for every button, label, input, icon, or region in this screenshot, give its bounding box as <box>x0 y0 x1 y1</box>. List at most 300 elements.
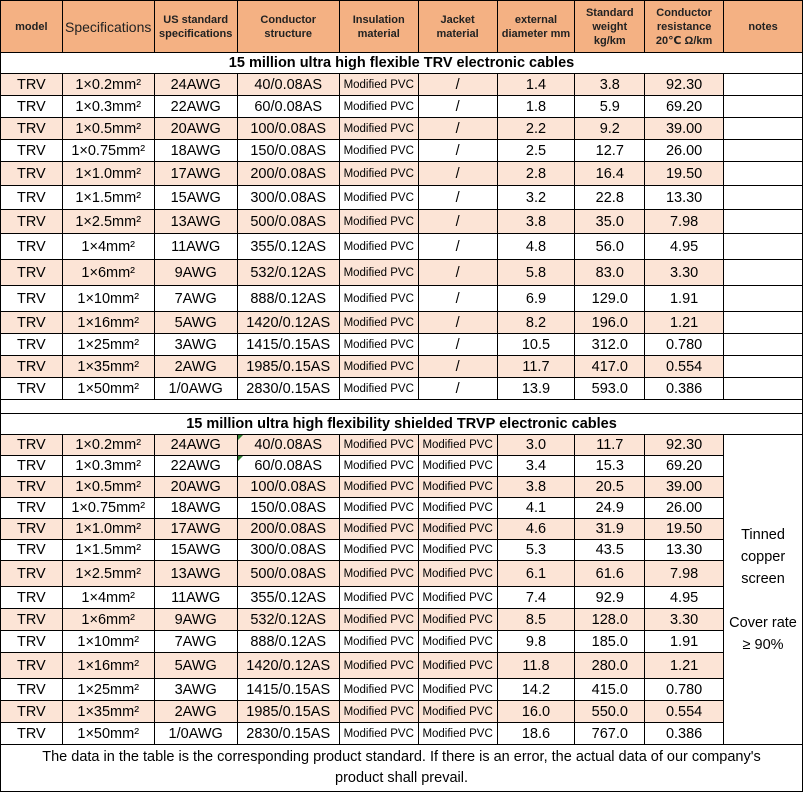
cell-diameter: 3.8 <box>497 477 575 498</box>
cell-awg: 18AWG <box>154 140 237 162</box>
cell-weight: 417.0 <box>575 356 645 378</box>
cell-notes <box>724 162 803 186</box>
cell-spec: 1×1.5mm² <box>62 540 154 561</box>
cell-spec: 1×4mm² <box>62 234 154 260</box>
cell-model: TRV <box>1 477 63 498</box>
cell-awg: 1/0AWG <box>154 723 237 745</box>
cell-spec: 1×50mm² <box>62 378 154 400</box>
cell-model: TRV <box>1 312 63 334</box>
cell-diameter: 18.6 <box>497 723 575 745</box>
cell-structure: 40/0.08AS <box>237 435 339 456</box>
cell-awg: 22AWG <box>154 456 237 477</box>
cell-spec: 1×4mm² <box>62 587 154 609</box>
cell-model: TRV <box>1 162 63 186</box>
cell-resistance: 1.21 <box>645 312 724 334</box>
cell-awg: 15AWG <box>154 540 237 561</box>
cell-spec: 1×35mm² <box>62 701 154 723</box>
cell-insulation: Modified PVC <box>339 631 418 653</box>
cell-structure: 888/0.12AS <box>237 286 339 312</box>
cell-insulation: Modified PVC <box>339 456 418 477</box>
cell-resistance: 3.30 <box>645 260 724 286</box>
cell-notes <box>724 210 803 234</box>
cell-jacket: Modified PVC <box>418 631 497 653</box>
cell-spec: 1×50mm² <box>62 723 154 745</box>
cell-spec: 1×1.5mm² <box>62 186 154 210</box>
cell-spec: 1×1.0mm² <box>62 519 154 540</box>
cell-weight: 15.3 <box>575 456 645 477</box>
cell-weight: 43.5 <box>575 540 645 561</box>
cell-weight: 61.6 <box>575 561 645 587</box>
cell-structure: 150/0.08AS <box>237 498 339 519</box>
cell-jacket: / <box>418 260 497 286</box>
cell-insulation: Modified PVC <box>339 140 418 162</box>
spacer-cell <box>1 400 803 414</box>
cell-spec: 1×25mm² <box>62 679 154 701</box>
cell-awg: 17AWG <box>154 519 237 540</box>
table-row <box>1 498 803 519</box>
cell-spec: 1×0.2mm² <box>62 74 154 96</box>
cell-jacket: / <box>418 162 497 186</box>
section-title: 15 million ultra high flexible TRV electronic cables <box>1 53 803 74</box>
cell-weight: 16.4 <box>575 162 645 186</box>
cell-structure: 60/0.08AS <box>237 96 339 118</box>
cell-spec: 1×6mm² <box>62 609 154 631</box>
cell-spec: 1×0.5mm² <box>62 477 154 498</box>
cell-weight: 31.9 <box>575 519 645 540</box>
cell-weight: 11.7 <box>575 435 645 456</box>
cell-weight: 196.0 <box>575 312 645 334</box>
cell-spec: 1×0.3mm² <box>62 456 154 477</box>
table-row <box>1 519 803 540</box>
cell-notes <box>724 140 803 162</box>
cell-jacket: Modified PVC <box>418 723 497 745</box>
cell-resistance: 3.30 <box>645 609 724 631</box>
cell-jacket: Modified PVC <box>418 609 497 631</box>
cell-spec: 1×0.75mm² <box>62 140 154 162</box>
table-row <box>1 334 803 356</box>
cell-resistance: 69.20 <box>645 456 724 477</box>
cell-structure: 532/0.12AS <box>237 260 339 286</box>
cell-resistance: 13.30 <box>645 186 724 210</box>
cell-weight: 83.0 <box>575 260 645 286</box>
cell-resistance: 0.780 <box>645 679 724 701</box>
table-row <box>1 587 803 609</box>
cell-structure: 1420/0.12AS <box>237 312 339 334</box>
cell-jacket: / <box>418 96 497 118</box>
cell-awg: 18AWG <box>154 498 237 519</box>
column-header: external diameter mm <box>497 1 575 53</box>
cell-resistance: 39.00 <box>645 477 724 498</box>
cell-diameter: 8.2 <box>497 312 575 334</box>
cell-resistance: 7.98 <box>645 561 724 587</box>
cell-spec: 1×0.3mm² <box>62 96 154 118</box>
cell-resistance: 69.20 <box>645 96 724 118</box>
cell-spec: 1×25mm² <box>62 334 154 356</box>
cell-jacket: / <box>418 312 497 334</box>
cell-model: TRV <box>1 561 63 587</box>
column-header: Standard weight kg/km <box>575 1 645 53</box>
cell-structure: 355/0.12AS <box>237 234 339 260</box>
column-header: Jacket material <box>418 1 497 53</box>
cell-structure: 2830/0.15AS <box>237 378 339 400</box>
cell-model: TRV <box>1 587 63 609</box>
cell-resistance: 19.50 <box>645 519 724 540</box>
cell-awg: 11AWG <box>154 234 237 260</box>
cell-model: TRV <box>1 96 63 118</box>
column-header: Conductor resistance 20℃ Ω/km <box>645 1 724 53</box>
cell-insulation: Modified PVC <box>339 162 418 186</box>
table-row <box>1 456 803 477</box>
table-row <box>1 162 803 186</box>
table-row <box>1 260 803 286</box>
cell-awg: 7AWG <box>154 286 237 312</box>
cell-awg: 9AWG <box>154 260 237 286</box>
cell-structure: 150/0.08AS <box>237 140 339 162</box>
cell-resistance: 26.00 <box>645 498 724 519</box>
cell-spec: 1×16mm² <box>62 653 154 679</box>
cell-model: TRV <box>1 631 63 653</box>
cell-jacket: Modified PVC <box>418 540 497 561</box>
cell-awg: 3AWG <box>154 679 237 701</box>
cell-insulation: Modified PVC <box>339 210 418 234</box>
cell-notes <box>724 96 803 118</box>
cell-structure: 100/0.08AS <box>237 477 339 498</box>
footer-note: The data in the table is the corresponding product standard. If there is an error, the actual data of our company's product shall prevail. <box>1 745 803 792</box>
cell-insulation: Modified PVC <box>339 234 418 260</box>
cell-resistance: 92.30 <box>645 74 724 96</box>
cell-model: TRV <box>1 210 63 234</box>
cell-weight: 9.2 <box>575 118 645 140</box>
cell-notes <box>724 312 803 334</box>
cell-notes <box>724 334 803 356</box>
cell-diameter: 2.2 <box>497 118 575 140</box>
cell-weight: 593.0 <box>575 378 645 400</box>
table-row <box>1 210 803 234</box>
cell-awg: 13AWG <box>154 210 237 234</box>
cell-weight: 312.0 <box>575 334 645 356</box>
cell-weight: 24.9 <box>575 498 645 519</box>
cell-insulation: Modified PVC <box>339 435 418 456</box>
cell-awg: 20AWG <box>154 118 237 140</box>
cell-diameter: 9.8 <box>497 631 575 653</box>
cell-model: TRV <box>1 519 63 540</box>
cell-spec: 1×0.5mm² <box>62 118 154 140</box>
table-row <box>1 701 803 723</box>
cell-awg: 5AWG <box>154 312 237 334</box>
cell-structure: 1985/0.15AS <box>237 356 339 378</box>
table-row <box>1 679 803 701</box>
cell-insulation: Modified PVC <box>339 356 418 378</box>
cell-diameter: 6.9 <box>497 286 575 312</box>
column-header: notes <box>724 1 803 53</box>
cell-awg: 17AWG <box>154 162 237 186</box>
cell-jacket: Modified PVC <box>418 701 497 723</box>
cell-awg: 2AWG <box>154 701 237 723</box>
cell-awg: 3AWG <box>154 334 237 356</box>
cell-resistance: 0.386 <box>645 723 724 745</box>
cell-spec: 1×2.5mm² <box>62 561 154 587</box>
cell-jacket: / <box>418 378 497 400</box>
cell-diameter: 5.8 <box>497 260 575 286</box>
table-row <box>1 286 803 312</box>
cell-weight: 5.9 <box>575 96 645 118</box>
column-header: Insulation material <box>339 1 418 53</box>
cell-model: TRV <box>1 435 63 456</box>
cell-resistance: 13.30 <box>645 540 724 561</box>
cell-diameter: 4.8 <box>497 234 575 260</box>
cell-weight: 415.0 <box>575 679 645 701</box>
cell-awg: 2AWG <box>154 356 237 378</box>
cell-weight: 35.0 <box>575 210 645 234</box>
cell-resistance: 4.95 <box>645 587 724 609</box>
table-row <box>1 723 803 745</box>
cell-model: TRV <box>1 356 63 378</box>
cell-diameter: 8.5 <box>497 609 575 631</box>
section-title-row <box>1 414 803 435</box>
cell-structure: 1415/0.15AS <box>237 679 339 701</box>
cell-model: TRV <box>1 234 63 260</box>
table-row <box>1 378 803 400</box>
cell-resistance: 19.50 <box>645 162 724 186</box>
cell-weight: 128.0 <box>575 609 645 631</box>
cell-resistance: 92.30 <box>645 435 724 456</box>
column-header: Conductor structure <box>237 1 339 53</box>
cell-jacket: Modified PVC <box>418 477 497 498</box>
cell-resistance: 26.00 <box>645 140 724 162</box>
cell-structure: 200/0.08AS <box>237 162 339 186</box>
cell-model: TRV <box>1 140 63 162</box>
table-row <box>1 477 803 498</box>
cell-awg: 24AWG <box>154 74 237 96</box>
table-row <box>1 631 803 653</box>
cell-insulation: Modified PVC <box>339 286 418 312</box>
cell-spec: 1×2.5mm² <box>62 210 154 234</box>
cell-structure: 200/0.08AS <box>237 519 339 540</box>
cell-diameter: 14.2 <box>497 679 575 701</box>
table-row <box>1 186 803 210</box>
cell-insulation: Modified PVC <box>339 498 418 519</box>
cell-weight: 12.7 <box>575 140 645 162</box>
table-row <box>1 74 803 96</box>
cell-resistance: 4.95 <box>645 234 724 260</box>
cell-insulation: Modified PVC <box>339 477 418 498</box>
cell-resistance: 0.780 <box>645 334 724 356</box>
cell-structure: 355/0.12AS <box>237 587 339 609</box>
cell-model: TRV <box>1 186 63 210</box>
cell-awg: 9AWG <box>154 609 237 631</box>
cell-jacket: / <box>418 234 497 260</box>
table-row <box>1 96 803 118</box>
cell-model: TRV <box>1 701 63 723</box>
column-header: US standard specifications <box>154 1 237 53</box>
cell-resistance: 1.91 <box>645 286 724 312</box>
section-title-row <box>1 53 803 74</box>
cell-notes <box>724 260 803 286</box>
cell-notes <box>724 378 803 400</box>
cell-weight: 129.0 <box>575 286 645 312</box>
cell-spec: 1×35mm² <box>62 356 154 378</box>
notes-tinned-copper-screen: Tinned copper screen Cover rate ≥ 90% <box>724 435 803 745</box>
cell-insulation: Modified PVC <box>339 609 418 631</box>
cell-model: TRV <box>1 653 63 679</box>
cell-insulation: Modified PVC <box>339 186 418 210</box>
cell-insulation: Modified PVC <box>339 701 418 723</box>
cell-insulation: Modified PVC <box>339 312 418 334</box>
spacer-row <box>1 400 803 414</box>
cell-resistance: 7.98 <box>645 210 724 234</box>
cell-awg: 15AWG <box>154 186 237 210</box>
cell-resistance: 0.554 <box>645 356 724 378</box>
cell-resistance: 1.91 <box>645 631 724 653</box>
cell-model: TRV <box>1 456 63 477</box>
cell-structure: 1985/0.15AS <box>237 701 339 723</box>
cell-jacket: Modified PVC <box>418 498 497 519</box>
cell-diameter: 3.8 <box>497 210 575 234</box>
cell-jacket: / <box>418 118 497 140</box>
cell-structure: 500/0.08AS <box>237 210 339 234</box>
cell-spec: 1×0.2mm² <box>62 435 154 456</box>
cell-structure: 300/0.08AS <box>237 540 339 561</box>
cell-diameter: 5.3 <box>497 540 575 561</box>
cell-diameter: 2.5 <box>497 140 575 162</box>
cell-jacket: Modified PVC <box>418 519 497 540</box>
cell-resistance: 1.21 <box>645 653 724 679</box>
cell-model: TRV <box>1 723 63 745</box>
cell-awg: 5AWG <box>154 653 237 679</box>
cell-model: TRV <box>1 609 63 631</box>
column-header: Specifications <box>62 1 154 53</box>
table-row <box>1 653 803 679</box>
cell-weight: 92.9 <box>575 587 645 609</box>
cell-model: TRV <box>1 260 63 286</box>
table-row <box>1 609 803 631</box>
cell-model: TRV <box>1 286 63 312</box>
cell-diameter: 3.2 <box>497 186 575 210</box>
cell-jacket: / <box>418 186 497 210</box>
cell-insulation: Modified PVC <box>339 653 418 679</box>
cell-model: TRV <box>1 498 63 519</box>
cell-awg: 13AWG <box>154 561 237 587</box>
cell-model: TRV <box>1 74 63 96</box>
cell-jacket: / <box>418 140 497 162</box>
cell-weight: 280.0 <box>575 653 645 679</box>
cell-model: TRV <box>1 679 63 701</box>
cell-spec: 1×6mm² <box>62 260 154 286</box>
cell-diameter: 10.5 <box>497 334 575 356</box>
cell-resistance: 0.386 <box>645 378 724 400</box>
cell-insulation: Modified PVC <box>339 378 418 400</box>
cell-notes <box>724 74 803 96</box>
cell-resistance: 39.00 <box>645 118 724 140</box>
cell-model: TRV <box>1 118 63 140</box>
cell-awg: 22AWG <box>154 96 237 118</box>
cell-model: TRV <box>1 540 63 561</box>
cell-insulation: Modified PVC <box>339 334 418 356</box>
cell-diameter: 1.4 <box>497 74 575 96</box>
cell-jacket: / <box>418 210 497 234</box>
table-row <box>1 561 803 587</box>
cell-notes <box>724 356 803 378</box>
cell-spec: 1×16mm² <box>62 312 154 334</box>
cell-insulation: Modified PVC <box>339 118 418 140</box>
cell-notes <box>724 186 803 210</box>
cell-jacket: / <box>418 334 497 356</box>
cell-notes <box>724 118 803 140</box>
column-header: model <box>1 1 63 53</box>
cell-jacket: Modified PVC <box>418 456 497 477</box>
cell-weight: 767.0 <box>575 723 645 745</box>
cell-diameter: 3.0 <box>497 435 575 456</box>
header-row <box>1 1 803 53</box>
cell-awg: 1/0AWG <box>154 378 237 400</box>
cell-structure: 532/0.12AS <box>237 609 339 631</box>
cell-insulation: Modified PVC <box>339 74 418 96</box>
cell-jacket: Modified PVC <box>418 561 497 587</box>
cell-diameter: 1.8 <box>497 96 575 118</box>
cell-structure: 500/0.08AS <box>237 561 339 587</box>
cell-jacket: Modified PVC <box>418 679 497 701</box>
cell-diameter: 7.4 <box>497 587 575 609</box>
cell-diameter: 11.8 <box>497 653 575 679</box>
cell-notes <box>724 234 803 260</box>
cell-structure: 1420/0.12AS <box>237 653 339 679</box>
cell-awg: 24AWG <box>154 435 237 456</box>
cell-notes <box>724 286 803 312</box>
cell-insulation: Modified PVC <box>339 96 418 118</box>
cell-awg: 7AWG <box>154 631 237 653</box>
cell-weight: 185.0 <box>575 631 645 653</box>
cell-jacket: / <box>418 286 497 312</box>
cell-jacket: Modified PVC <box>418 587 497 609</box>
cell-diameter: 16.0 <box>497 701 575 723</box>
cell-insulation: Modified PVC <box>339 587 418 609</box>
cell-structure: 1415/0.15AS <box>237 334 339 356</box>
cell-resistance: 0.554 <box>645 701 724 723</box>
cell-insulation: Modified PVC <box>339 540 418 561</box>
cell-diameter: 4.6 <box>497 519 575 540</box>
cell-diameter: 11.7 <box>497 356 575 378</box>
cell-jacket: Modified PVC <box>418 435 497 456</box>
cell-model: TRV <box>1 334 63 356</box>
table-row <box>1 234 803 260</box>
cell-weight: 56.0 <box>575 234 645 260</box>
cell-structure: 100/0.08AS <box>237 118 339 140</box>
cell-structure: 300/0.08AS <box>237 186 339 210</box>
table-row <box>1 540 803 561</box>
table-row <box>1 312 803 334</box>
cell-structure: 2830/0.15AS <box>237 723 339 745</box>
table-row <box>1 356 803 378</box>
cell-diameter: 2.8 <box>497 162 575 186</box>
cell-weight: 22.8 <box>575 186 645 210</box>
cell-insulation: Modified PVC <box>339 679 418 701</box>
cell-structure: 888/0.12AS <box>237 631 339 653</box>
cell-weight: 3.8 <box>575 74 645 96</box>
cell-awg: 20AWG <box>154 477 237 498</box>
cell-insulation: Modified PVC <box>339 561 418 587</box>
cell-model: TRV <box>1 378 63 400</box>
cell-diameter: 13.9 <box>497 378 575 400</box>
table-row <box>1 435 803 456</box>
cell-insulation: Modified PVC <box>339 260 418 286</box>
section-title: 15 million ultra high flexibility shielded TRVP electronic cables <box>1 414 803 435</box>
cell-weight: 550.0 <box>575 701 645 723</box>
cell-insulation: Modified PVC <box>339 723 418 745</box>
cell-spec: 1×10mm² <box>62 286 154 312</box>
cell-spec: 1×0.75mm² <box>62 498 154 519</box>
cell-weight: 20.5 <box>575 477 645 498</box>
cell-diameter: 4.1 <box>497 498 575 519</box>
